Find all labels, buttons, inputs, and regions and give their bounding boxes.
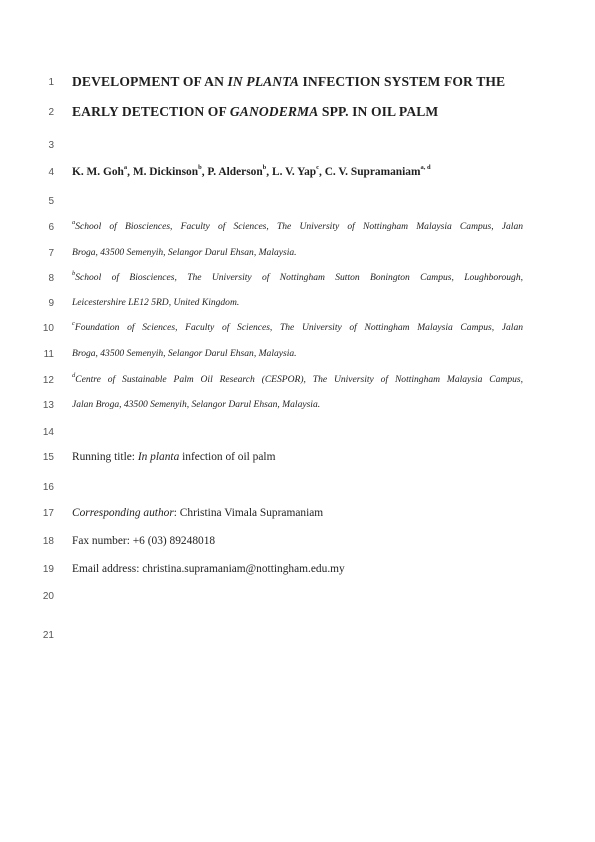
affiliation-c-line-1 [72,318,523,338]
line-10 [0,318,595,340]
line-9 [0,293,595,315]
line-3 [0,135,595,157]
author-separator: , [319,166,325,178]
title-text: DEVELOPMENT OF AN [72,74,228,89]
affiliation-d-line-2: Jalan Broga, 43500 Semenyih, Selangor Darul Ehsan, Malaysia. [72,399,321,410]
line-4 [0,162,595,184]
line-6 [0,217,595,239]
line-number: 10 [42,323,54,334]
paper-title-line-1 [72,72,523,92]
title-italic: IN PLANTA [227,74,300,89]
paper-title-line-2 [72,102,523,122]
line-number: 1 [48,77,54,88]
line-7 [0,243,595,265]
corresponding-author [72,503,523,523]
line-number: 17 [42,508,54,519]
fax-number: Fax number: +6 (03) 89248018 [72,535,216,547]
affiliation-a-line-1 [72,217,523,237]
line-12 [0,370,595,392]
author-name: P. Alderson [207,166,263,178]
line-number: 13 [42,400,54,411]
line-number: 20 [42,591,54,602]
line-number: 7 [48,248,54,259]
author-affiliation-mark: a [123,164,128,172]
affiliation-mark: d [72,371,76,379]
line-8 [0,268,595,290]
author-affiliation-mark: a, d [420,164,431,172]
line-13 [0,395,595,417]
affiliation-c-line-2: Broga, 43500 Semenyih, Selangor Darul Ehsan, Malaysia. [72,348,297,359]
line-11 [0,344,595,366]
affiliation-mark: b [72,269,76,277]
running-title-italic: In planta [137,451,180,463]
affiliation-mark: c [72,319,75,327]
line-number: 16 [42,482,54,493]
running-title-label: Running title: [72,451,138,463]
affiliation-text: School of Biosciences, The University of Nottingham Sutton Bonington Campus, Loughborough, [75,272,523,283]
line-16 [0,477,595,499]
line-number: 11 [43,349,54,360]
corresponding-author-name: : Christina Vimala Supramaniam [173,507,324,519]
line-number: 15 [42,452,54,463]
email-address: Email address: christina.supramaniam@nottingham.edu.my [72,563,345,575]
title-text: EARLY DETECTION OF [72,104,230,119]
author-name: K. M. Goh [72,166,124,178]
affiliation-d-line-1 [72,370,523,390]
author-list [72,162,523,182]
line-number: 21 [42,630,54,641]
title-italic: GANODERMA [229,104,319,119]
line-17 [0,503,595,525]
author-affiliation-mark: b [262,164,267,172]
author-separator: , [201,166,208,178]
affiliation-text: Centre of Sustainable Palm Oil Research (CESPOR), The University of Nottingham Malaysia Campus, [75,374,523,385]
line-number: 8 [48,273,54,284]
affiliation-text: School of Biosciences, Faculty of Sciences, The University of Nottingham Malaysia Campus, Jalan [75,221,523,232]
line-number: 18 [42,536,54,547]
line-number: 3 [48,140,54,151]
author-separator: , [266,166,272,178]
author-affiliation-mark: b [198,164,202,172]
line-21 [0,625,595,647]
affiliation-b-line-1 [72,268,523,288]
author-separator: , [127,166,133,178]
title-text: SPP. IN OIL PALM [318,104,439,119]
author-affiliation-mark: c [316,164,319,172]
line-number: 14 [42,427,54,438]
running-title-text: infection of oil palm [179,451,276,463]
line-1 [0,72,595,94]
affiliation-a-line-2: Broga, 43500 Semenyih, Selangor Darul Ehsan, Malaysia. [72,247,297,258]
author-name: M. Dickinson [132,166,199,178]
line-19 [0,559,595,581]
author-name: C. V. Supramaniam [324,166,421,178]
corresponding-author-label: Corresponding author [72,507,174,519]
line-18 [0,531,595,553]
affiliation-b-line-2: Leicestershire LE12 5RD, United Kingdom. [72,297,240,308]
line-14 [0,422,595,444]
line-2 [0,102,595,124]
title-text: INFECTION SYSTEM FOR THE [299,74,506,89]
line-15 [0,447,595,469]
line-number: 19 [42,564,54,575]
affiliation-mark: a [72,218,76,226]
line-20 [0,586,595,608]
line-number: 12 [42,375,54,386]
affiliation-text: Foundation of Sciences, Faculty of Sciences, The University of Nottingham Malaysia Campus, Jalan [74,322,523,333]
line-number: 6 [48,222,54,233]
line-number: 5 [48,196,54,207]
line-5 [0,191,595,213]
line-number: 2 [48,107,54,118]
line-number: 4 [48,167,54,178]
author-name: L. V. Yap [272,166,317,178]
line-number: 9 [48,298,54,309]
running-title [72,447,523,467]
